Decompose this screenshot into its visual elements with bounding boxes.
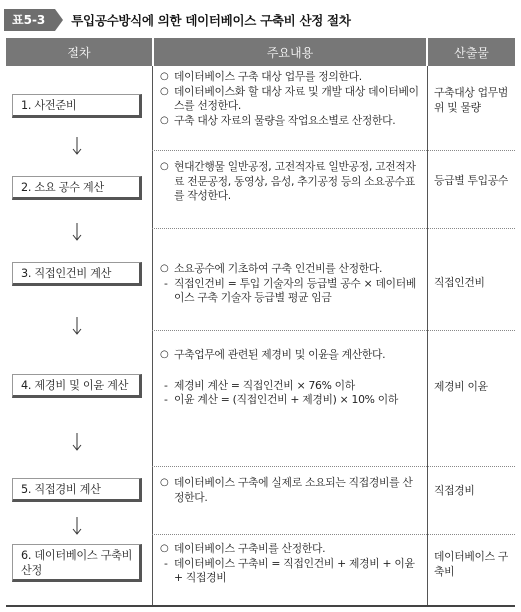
row-divider [152,228,515,229]
down-arrow-icon [70,516,84,536]
list-item: ○ 구축업무에 관련된 제경비 및 이윤을 계산한다. [158,348,422,363]
list-item: - 제경비 계산 = 직접인건비 × 76% 이하 [158,379,422,394]
row-divider [152,466,515,467]
procedure-table [6,38,515,606]
column-divider [427,66,428,606]
table-caption [4,8,351,32]
step-4-box: 4. 제경비 및 이윤 계산 [12,374,142,398]
row-4-content [158,348,422,408]
step-1-box: 1. 사전준비 [12,94,142,118]
table-number-badge: 표5-3 [4,9,55,31]
list-item: ○ 데이터베이스 구축에 실제로 소요되는 직접경비를 산정한다. [158,476,422,505]
list-item: ○ 현대간행물 일반공정, 고전적자료 일반공정, 고전적자료 전문공정, 동영상, 음성, 추기공정 등의 소요공수표를 작성한다. [158,160,422,204]
down-arrow-icon [70,432,84,452]
list-item: ○ 데이터베이스화 할 대상 자료 및 개발 대상 데이터베이스를 선정한다. [158,85,422,114]
step-3-box: 3. 직접인건비 계산 [12,262,142,286]
row-2-output: 등급별 투입공수 [434,174,509,187]
down-arrow-icon [70,222,84,242]
row-5-output: 직접경비 [434,484,475,497]
down-arrow-icon [70,136,84,156]
row-6-content [158,542,422,586]
list-item: ○ 데이터베이스 구축비를 산정한다. [158,542,422,557]
list-item: - 데이터베이스 구축비 = 직접인건비 + 제경비 + 이윤 + 직접경비 [158,557,422,586]
step-5-box: 5. 직접경비 계산 [12,478,142,502]
step-6-box: 6. 데이터베이스 구축비 산정 [12,544,142,582]
row-3-output: 직접인건비 [434,276,485,289]
column-divider [152,66,153,606]
header-content: 주요내용 [154,38,426,66]
row-2-content [158,160,422,204]
row-4-output: 제경비 이윤 [434,380,488,393]
row-divider [152,150,515,151]
list-item: ○ 데이터베이스 구축 대상 업무를 정의한다. [158,70,422,85]
down-arrow-icon [70,316,84,336]
list-item: - 직접인건비 = 투입 기술자의 등급별 공수 × 데이터베이스 구축 기술자 등급별 평균 임금 [158,277,422,306]
step-2-box: 2. 소요 공수 계산 [12,176,142,200]
row-divider [152,330,515,331]
row-1-content [158,70,422,128]
list-item: - 이윤 계산 = (직접인건비 + 제경비) × 10% 이하 [158,393,422,408]
row-divider [152,534,515,535]
table-bottom-rule [6,605,515,607]
list-item: ○ 구축 대상 자료의 물량을 작업요소별로 산정한다. [158,114,422,129]
list-item: ○ 소요공수에 기초하여 구축 인건비를 산정한다. [158,262,422,277]
row-5-content [158,476,422,505]
row-6-output: 데이터베이스 구축비 [434,550,509,578]
header-procedure: 절차 [6,38,152,66]
row-3-content [158,262,422,306]
header-output: 산출물 [428,38,515,66]
row-1-output: 구축대상 업무범위 및 물량 [434,86,509,114]
table-title: 투입공수방식에 의한 데이터베이스 구축비 산정 절차 [71,13,351,28]
